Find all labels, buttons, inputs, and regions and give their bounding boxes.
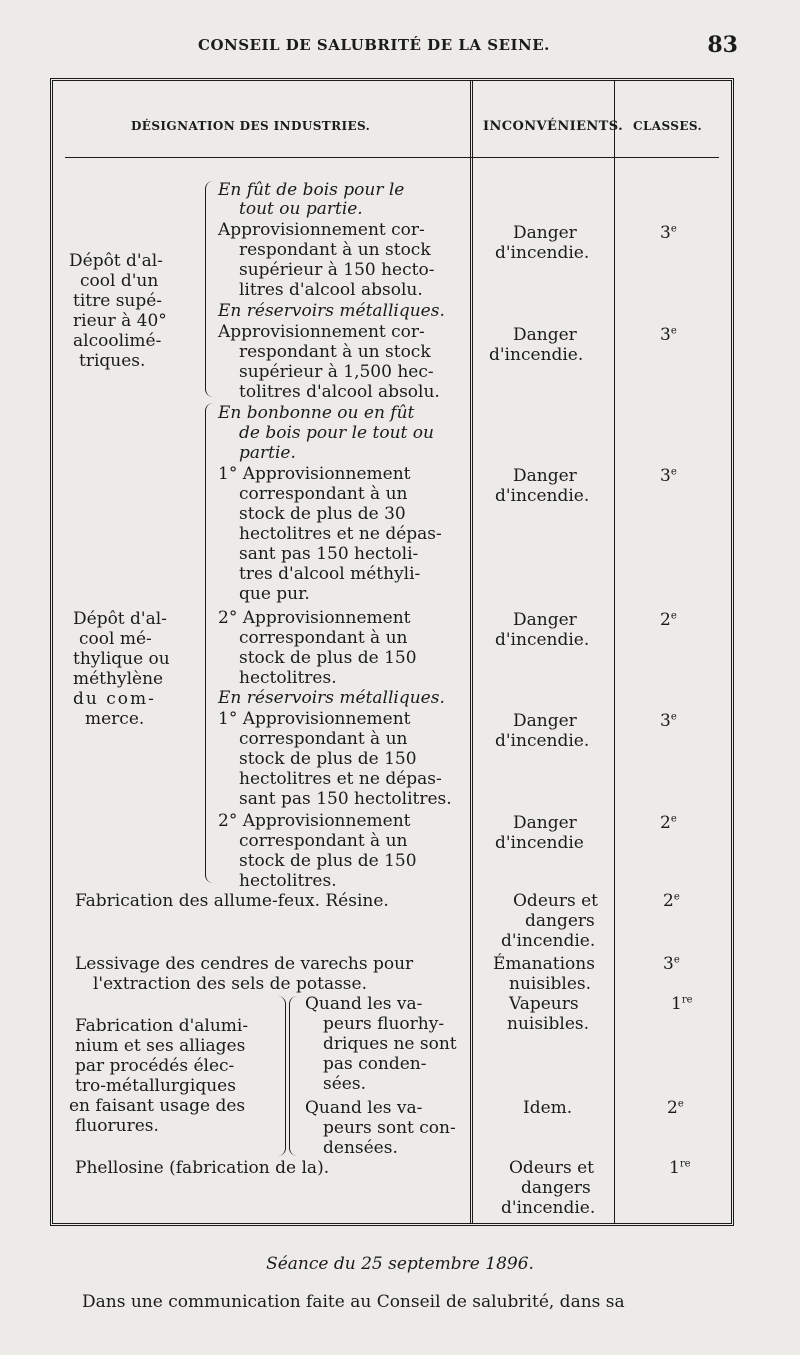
inconvenience-text: dangers xyxy=(521,1178,591,1198)
inconvenience-text: d'incendie. xyxy=(495,486,590,506)
condition-line: stock de plus de 150 xyxy=(239,648,417,668)
condition-line: Approvisionnement cor- xyxy=(218,322,425,342)
inconvenience-text: Danger xyxy=(513,325,577,345)
condition-heading: de bois pour le tout ou xyxy=(239,423,434,443)
condition-line: 1° Approvisionnement xyxy=(218,464,411,484)
inconvenience-text: d'incendie. xyxy=(495,731,590,751)
condition-line: stock de plus de 30 xyxy=(239,504,406,524)
row-label-line: nium et ses alliages xyxy=(75,1036,246,1056)
row-label-line: méthylène xyxy=(73,669,164,689)
condition-heading: En réservoirs métalliques. xyxy=(218,688,445,708)
row-label-line: thylique ou xyxy=(73,649,170,669)
class-value: 1re xyxy=(671,994,693,1014)
row-label-line: titre supé- xyxy=(73,291,163,311)
class-value: 2e xyxy=(660,610,677,630)
inconvenience-text: Vapeurs xyxy=(509,994,579,1014)
inconvenience-text: d'incendie. xyxy=(501,931,596,951)
class-value: 3e xyxy=(663,954,680,974)
row-label-line: Phellosine (fabrication de la). xyxy=(75,1158,330,1178)
row-label-line: en faisant usage des xyxy=(69,1096,246,1116)
column-header-classes: CLASSES. xyxy=(633,119,703,133)
class-value: 2e xyxy=(663,891,680,911)
condition-line: correspondant à un xyxy=(239,729,408,749)
row-label-line: Fabrication des allume-feux. Résine. xyxy=(75,891,389,911)
class-value: 3e xyxy=(660,325,677,345)
column-header-industries: DÉSIGNATION DES INDUSTRIES. xyxy=(131,119,371,133)
condition-line: supérieur à 150 hecto- xyxy=(239,260,435,280)
row-label-line: l'extraction des sels de potasse. xyxy=(93,974,367,994)
class-value: 2e xyxy=(667,1098,684,1118)
condition-heading: partie. xyxy=(239,443,296,463)
condition-line: hectolitres et ne dépas- xyxy=(239,524,442,544)
condition-line: stock de plus de 150 xyxy=(239,851,417,871)
row-label-line: alcoolimé- xyxy=(73,331,162,351)
row-label-line: Dépôt d'al- xyxy=(73,609,167,629)
brace xyxy=(205,181,214,397)
condition-line: Quand les va- xyxy=(305,1098,423,1118)
inconvenience-text: dangers xyxy=(525,911,595,931)
row-label-line: Dépôt d'al- xyxy=(69,251,163,271)
condition-line: hectolitres. xyxy=(239,668,337,688)
condition-line: respondant à un stock xyxy=(239,240,431,260)
condition-line: stock de plus de 150 xyxy=(239,749,417,769)
condition-line: tolitres d'alcool absolu. xyxy=(239,382,440,402)
class-value: 3e xyxy=(660,223,677,243)
condition-line: sant pas 150 hectoli- xyxy=(239,544,419,564)
condition-heading: En réservoirs métalliques. xyxy=(218,301,445,321)
session-date: Séance du 25 septembre 1896. xyxy=(266,1254,534,1274)
row-label-line: Lessivage des cendres de varechs pour xyxy=(75,954,414,974)
row-label-line: triques. xyxy=(79,351,146,371)
condition-line: respondant à un stock xyxy=(239,342,431,362)
inconvenience-text: d'incendie. xyxy=(495,243,590,263)
condition-line: hectolitres. xyxy=(239,871,337,891)
column-header-inconveniences: INCONVÉNIENTS. xyxy=(483,119,623,134)
condition-line: correspondant à un xyxy=(239,831,408,851)
inconvenience-text: Danger xyxy=(513,711,577,731)
running-title: CONSEIL DE SALUBRITÉ DE LA SEINE. xyxy=(198,36,550,54)
inconvenience-text: Idem. xyxy=(523,1098,573,1118)
inconvenience-text: d'incendie. xyxy=(489,345,584,365)
condition-line: correspondant à un xyxy=(239,628,408,648)
inconvenience-text: d'incendie. xyxy=(501,1198,596,1218)
condition-line: supérieur à 1,500 hec- xyxy=(239,362,434,382)
brace xyxy=(205,403,214,883)
condition-line: tres d'alcool méthyli- xyxy=(239,564,421,584)
inconvenience-text: Odeurs et xyxy=(513,891,598,911)
class-value: 3e xyxy=(660,711,677,731)
row-label-line: fluorures. xyxy=(75,1116,159,1136)
condition-line: pas conden- xyxy=(323,1054,427,1074)
body-paragraph: Dans une communication faite au Conseil de salubrité, dans sa xyxy=(82,1292,625,1312)
condition-line: Quand les va- xyxy=(305,994,423,1014)
inconvenience-text: Émanations xyxy=(493,954,595,974)
condition-line: 2° Approvisionnement xyxy=(218,608,411,628)
inconvenience-text: nuisibles. xyxy=(507,1014,590,1034)
inconvenience-text: Danger xyxy=(513,223,577,243)
inconvenience-text: Danger xyxy=(513,466,577,486)
condition-heading: En fût de bois pour le xyxy=(218,180,405,200)
condition-line: 2° Approvisionnement xyxy=(218,811,411,831)
brace xyxy=(277,996,286,1156)
column-divider xyxy=(470,81,476,1223)
condition-line: correspondant à un xyxy=(239,484,408,504)
condition-line: sées. xyxy=(323,1074,366,1094)
row-label-line: rieur à 40° xyxy=(73,311,167,331)
condition-line: Approvisionnement cor- xyxy=(218,220,425,240)
condition-line: densées. xyxy=(323,1138,398,1158)
classification-table xyxy=(50,78,734,1226)
row-label-line: cool mé- xyxy=(79,629,152,649)
inconvenience-text: Danger xyxy=(513,813,577,833)
row-label-line: tro-métallurgiques xyxy=(75,1076,236,1096)
class-value: 3e xyxy=(660,466,677,486)
inconvenience-text: d'incendie xyxy=(495,833,584,853)
page-header xyxy=(0,32,800,66)
inconvenience-text: Danger xyxy=(513,610,577,630)
condition-line: hectolitres et ne dépas- xyxy=(239,769,442,789)
page-number: 83 xyxy=(707,32,738,58)
condition-line: sant pas 150 hectolitres. xyxy=(239,789,452,809)
condition-line: que pur. xyxy=(239,584,310,604)
inconvenience-text: d'incendie. xyxy=(495,630,590,650)
row-label-line: merce. xyxy=(85,709,145,729)
inconvenience-text: nuisibles. xyxy=(509,974,592,994)
header-rule xyxy=(65,157,719,158)
column-divider xyxy=(614,81,615,1223)
class-value: 1re xyxy=(669,1158,691,1178)
condition-heading: tout ou partie. xyxy=(239,199,363,219)
row-label-line: du com- xyxy=(73,689,156,709)
condition-line: litres d'alcool absolu. xyxy=(239,280,423,300)
condition-heading: En bonbonne ou en fût xyxy=(218,403,415,423)
condition-line: driques ne sont xyxy=(323,1034,457,1054)
condition-line: peurs sont con- xyxy=(323,1118,456,1138)
condition-line: peurs fluorhy- xyxy=(323,1014,445,1034)
inconvenience-text: Odeurs et xyxy=(509,1158,594,1178)
row-label-line: cool d'un xyxy=(80,271,159,291)
condition-line: 1° Approvisionnement xyxy=(218,709,411,729)
brace xyxy=(289,996,298,1156)
row-label-line: par procédés élec- xyxy=(75,1056,235,1076)
class-value: 2e xyxy=(660,813,677,833)
row-label-line: Fabrication d'alumi- xyxy=(75,1016,249,1036)
